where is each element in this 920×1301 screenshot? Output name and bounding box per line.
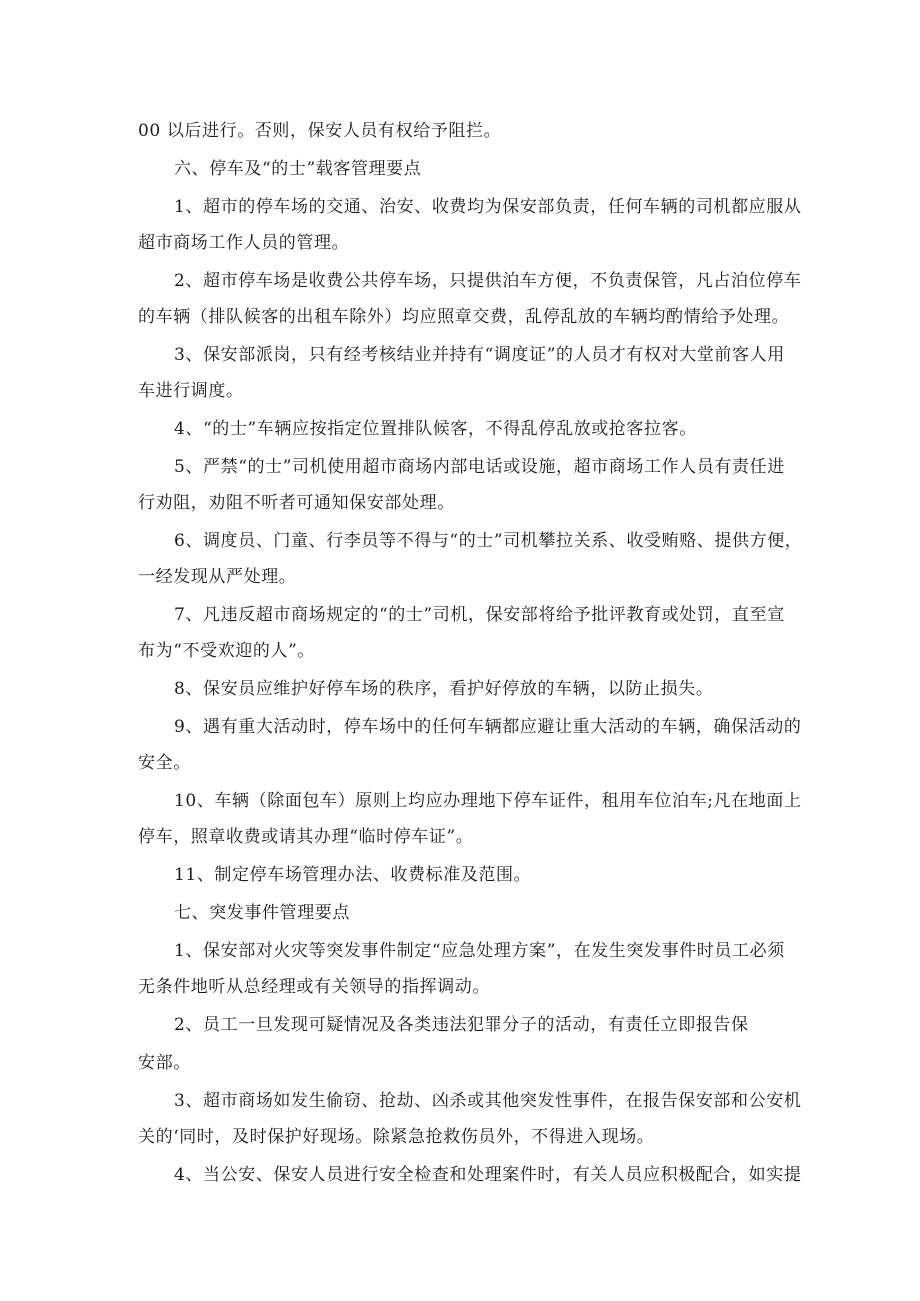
text-line: 10、车辆（除面包车）原则上均应办理地下停车证件，租用车位泊车;凡在地面上	[174, 791, 802, 811]
text-line: 安全。	[138, 753, 191, 773]
text-line: 11、制定停车场管理办法、收费标准及范围。	[174, 865, 532, 885]
text-line: 2、员工一旦发现可疑情况及各类违法犯罪分子的活动，有责任立即报告保	[174, 1015, 749, 1035]
text-line: 2、超市停车场是收费公共停车场，只提供泊车方便，不负责保管，凡占泊位停车	[174, 271, 802, 291]
text-line: 1、超市的停车场的交通、治安、收费均为保安部负责，任何车辆的司机都应服从	[174, 197, 802, 217]
text-line: 00 以后进行。否则，保安人员有权给予阻拦。	[138, 121, 502, 141]
text-line: 7、凡违反超市商场规定的“的士”司机，保安部将给予批评教育或处罚，直至宣	[174, 605, 785, 625]
text-line: 4、当公安、保安人员进行安全检查和处理案件时，有关人员应积极配合，如实提	[174, 1165, 802, 1185]
text-line: 一经发现从严处理。	[138, 567, 297, 587]
text-line: 3、超市商场如发生偷窃、抢劫、凶杀或其他突发性事件，在报告保安部和公安机	[174, 1091, 802, 1111]
text-line: 安部。	[138, 1053, 191, 1073]
text-line: 布为“不受欢迎的人”。	[138, 641, 315, 661]
text-line: 6、调度员、门童、行李员等不得与“的士”司机攀拉关系、收受贿赂、提供方便，	[174, 531, 803, 551]
text-line: 超市商场工作人员的管理。	[138, 233, 350, 253]
section-heading: 七、突发事件管理要点	[174, 903, 350, 923]
text-line: 无条件地听从总经理或有关领导的指挥调动。	[138, 977, 490, 997]
text-line: 9、遇有重大活动时，停车场中的任何车辆都应避让重大活动的车辆，确保活动的	[174, 717, 802, 737]
text-line: 的车辆（排队候客的出租车除外）均应照章交费，乱停乱放的车辆均酌情给予处理。	[138, 307, 790, 327]
text-line: 1、保安部对火灾等突发事件制定“应急处理方案”，在发生突发事件时员工必须	[174, 941, 785, 961]
section-heading: 六、停车及“的士”载客管理要点	[174, 159, 422, 179]
text-line: 停车，照章收费或请其办理“临时停车证”。	[138, 827, 474, 847]
text-line: 3、保安部派岗，只有经考核结业并持有“调度证”的人员才有权对大堂前客人用	[174, 345, 785, 365]
text-line: 4、“的士”车辆应按指定位置排队候客，不得乱停乱放或抢客拉客。	[174, 419, 697, 439]
text-line: 5、严禁“的士”司机使用超市商场内部电话或设施，超市商场工作人员有责任进	[174, 457, 785, 477]
text-line: 行劝阻，劝阻不听者可通知保安部处理。	[138, 493, 455, 513]
text-line: 关的‘同时，及时保护好现场。除紧急抢救伤员外，不得进入现场。	[138, 1127, 655, 1147]
text-line: 8、保安员应维护好停车场的秩序，看护好停放的车辆，以防止损失。	[174, 679, 714, 699]
text-line: 车进行调度。	[138, 381, 244, 401]
